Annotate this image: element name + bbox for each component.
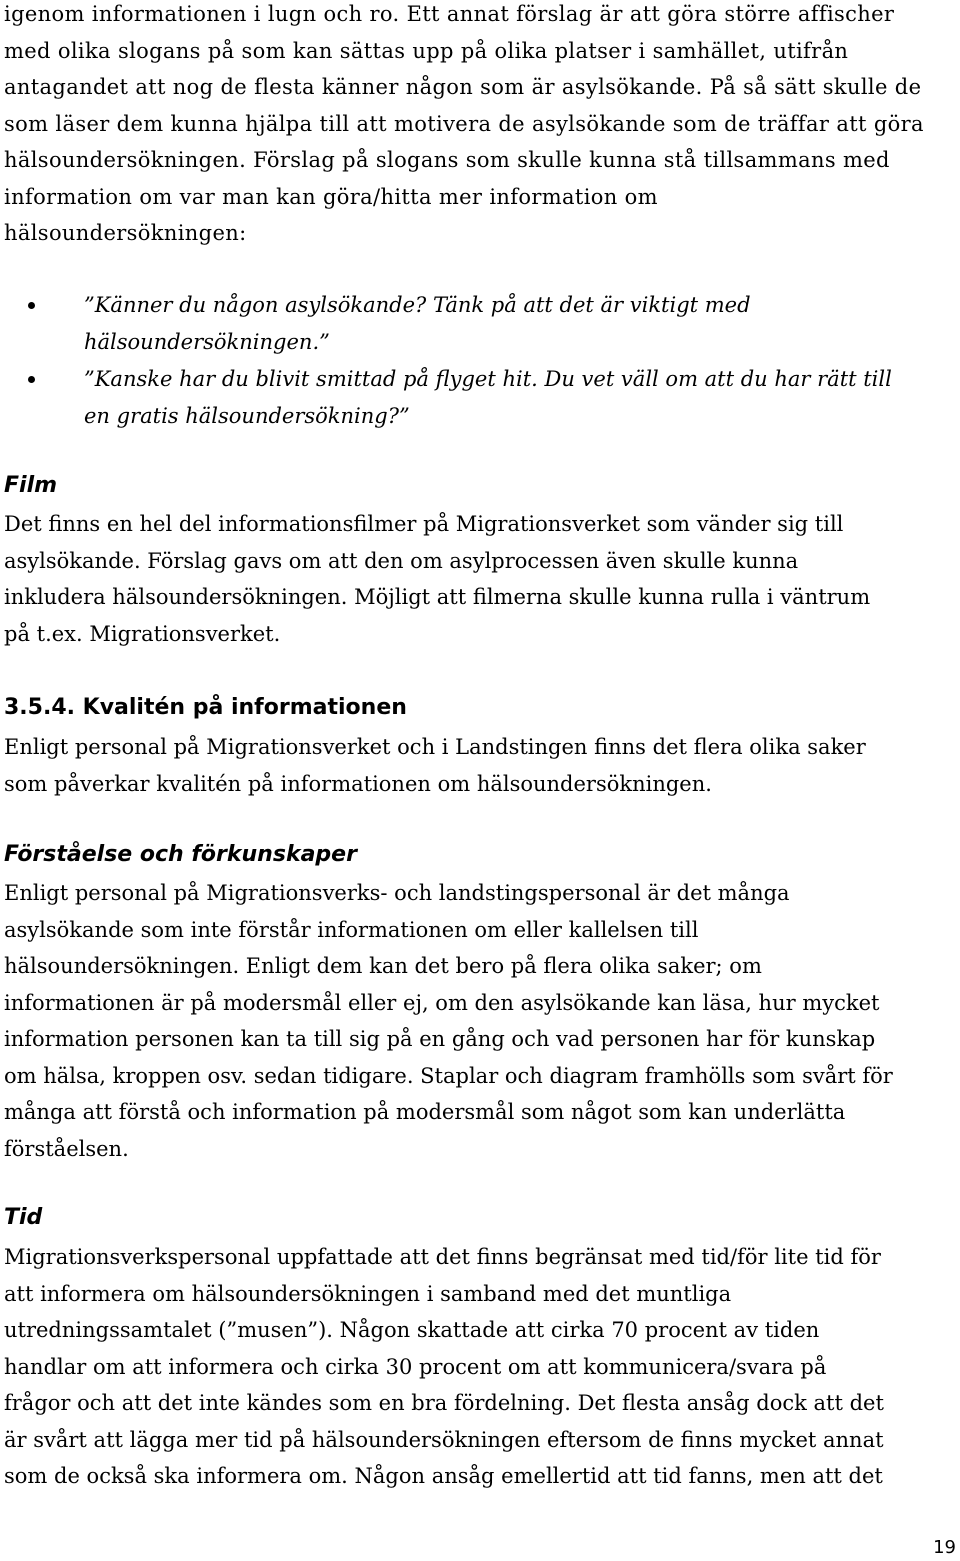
text-line: inkludera hälsoundersökningen. Möjligt att filmerna skulle kunna rulla i väntrum: [4, 585, 871, 609]
forstaelse-paragraph: [4, 875, 893, 1167]
forstaelse-heading: Förståelse och förkunskaper: [4, 842, 357, 867]
text-line: frågor och att det inte kändes som en bra fördelning. Det flesta ansåg dock att det: [4, 1391, 884, 1415]
text-line: som läser dem kunna hjälpa till att motivera de asylsökande som de träffar att göra: [4, 111, 924, 136]
slogan-list: [4, 287, 954, 435]
text-line: om hälsa, kroppen osv. sedan tidigare. Staplar och diagram framhölls som svårt för: [4, 1063, 893, 1088]
text-line: som de också ska informera om. Någon ansåg emellertid att tid fanns, men att det: [4, 1464, 883, 1488]
text-line: hälsoundersökningen:: [4, 221, 247, 245]
text-line: med olika slogans på som kan sättas upp på olika platser i samhället, utifrån: [4, 38, 849, 63]
bullet-icon: [28, 302, 35, 309]
text-line: är svårt att lägga mer tid på hälsoundersökningen eftersom de finns mycket annat: [4, 1427, 884, 1452]
text-line: handlar om att informera och cirka 30 procent om att kommunicera/svara på: [4, 1354, 827, 1379]
text-line: att informera om hälsoundersökningen i samband med det muntliga: [4, 1281, 732, 1306]
section-heading: 3.5.4. Kvalitén på informationen: [4, 695, 407, 720]
tid-paragraph: [4, 1239, 884, 1495]
page-number: 19: [933, 1537, 956, 1558]
text-line: Migrationsverkspersonal uppfattade att det finns begränsat med tid/för lite tid för: [4, 1245, 881, 1269]
list-item: [4, 361, 954, 435]
text-line: Det finns en hel del informationsfilmer på Migrationsverket som vänder sig till: [4, 512, 844, 536]
text-line: hälsoundersökningen. Förslag på slogans som skulle kunna stå tillsammans med: [4, 148, 890, 172]
text-line: ”Känner du någon asylsökande? Tänk på att det är viktigt med: [84, 293, 751, 317]
text-line: många att förstå och information på modersmål som något som kan underlätta: [4, 1100, 846, 1124]
text-line: antagandet att nog de flesta känner någon som är asylsökande. På så sätt skulle de: [4, 75, 922, 99]
text-line: informationen är på modersmål eller ej, om den asylsökande kan läsa, hur mycket: [4, 990, 880, 1015]
text-line: information om var man kan göra/hitta mer information om: [4, 184, 658, 209]
section-paragraph: [4, 729, 866, 802]
text-line: igenom informationen i lugn och ro. Ett annat förslag är att göra större affischer: [4, 2, 895, 26]
text-line: en gratis hälsoundersökning?”: [84, 404, 410, 428]
text-line: Enligt personal på Migrationsverks- och landstingspersonal är det många: [4, 881, 790, 905]
film-heading: Film: [4, 473, 58, 498]
text-line: utredningssamtalet (”musen”). Någon skattade att cirka 70 procent av tiden: [4, 1318, 820, 1342]
text-line: på t.ex. Migrationsverket.: [4, 621, 281, 646]
text-line: information personen kan ta till sig på en gång och vad personen har för kunskap: [4, 1027, 876, 1051]
text-line: hälsoundersökningen. Enligt dem kan det bero på flera olika saker; om: [4, 954, 762, 978]
text-line: förståelsen.: [4, 1136, 129, 1161]
text-line: som påverkar kvalitén på informationen om hälsoundersökningen.: [4, 771, 712, 796]
intro-paragraph: [4, 0, 924, 252]
list-item: [4, 287, 954, 361]
text-line: asylsökande. Förslag gavs om att den om asylprocessen även skulle kunna: [4, 548, 799, 573]
tid-heading: Tid: [4, 1205, 43, 1230]
text-line: Enligt personal på Migrationsverket och i Landstingen finns det flera olika saker: [4, 735, 866, 759]
text-line: ”Kanske har du blivit smittad på flyget hit. Du vet väll om att du har rätt till: [84, 367, 892, 391]
text-line: hälsoundersökningen.”: [84, 330, 330, 354]
text-line: asylsökande som inte förstår informationen om eller kallelsen till: [4, 917, 699, 942]
bullet-icon: [28, 376, 35, 383]
film-paragraph: [4, 506, 870, 652]
